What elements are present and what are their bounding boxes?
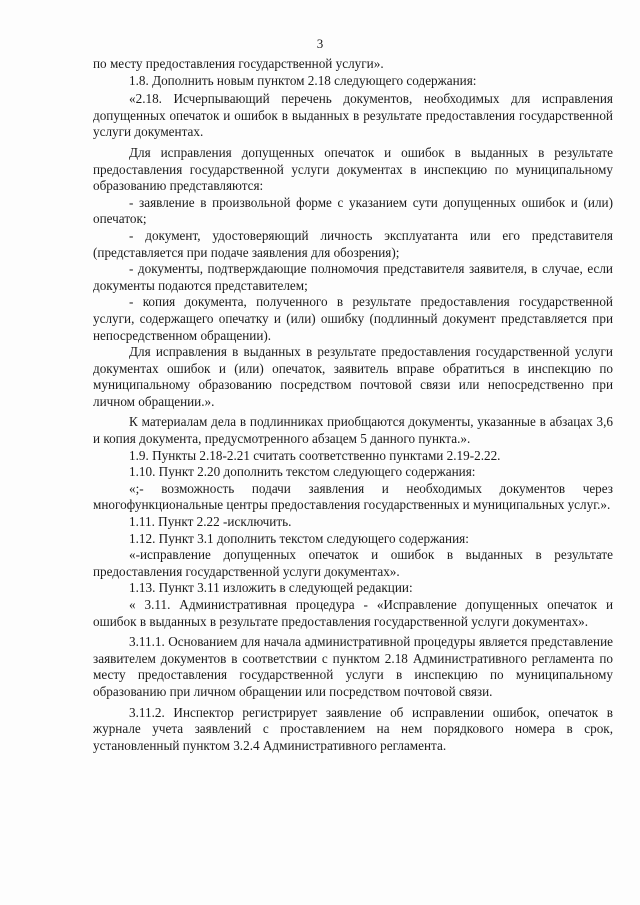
paragraph: « 3.11. Административная процедура - «Исправление допущенных опечаток и ошибок в выданных в результате предоставления государственной услуги документах».	[93, 597, 613, 629]
paragraph: 1.9. Пункты 2.18-2.21 считать соответственно пунктами 2.19-2.22.	[129, 447, 501, 463]
paragraph: по месту предоставления государственной услуги».	[93, 56, 384, 71]
paragraph: 1.13. Пункт 3.11 изложить в следующей редакции:	[129, 580, 413, 596]
paragraph: «-исправление допущенных опечаток и ошибок в выданных в результате предоставления государственной услуги документах».	[93, 547, 613, 579]
paragraph: К материалам дела в подлинниках приобщаются документы, указанные в абзацах 3,6 и копия документа, предусмотренного абзацем 5 данного пункта.».	[93, 414, 613, 447]
paragraph: «2.18. Исчерпывающий перечень документов, необходимых для исправления допущенных опечаток и ошибок в выданных в результате предоставления государственной услуги документах.	[93, 91, 613, 140]
paragraph: 1.8. Дополнить новым пунктом 2.18 следующего содержания:	[129, 72, 477, 88]
paragraph: - заявление в произвольной форме с указанием сути допущенных ошибок и (или) опечаток;	[93, 194, 613, 227]
paragraph: - документ, удостоверяющий личность эксплуатанта или его представителя (представляется при подаче заявления для обозрения);	[93, 227, 613, 260]
paragraph: - документы, подтверждающие полномочия представителя заявителя, в случае, если документы подаются представителем;	[93, 261, 613, 293]
paragraph: 1.11. Пункт 2.22 -исключить.	[129, 514, 292, 530]
paragraph: Для исправления в выданных в результате предоставления государственной услуги документах ошибок и (или) опечаток, заявитель вправе обратиться в инспекцию по муниципальному образованию посредством почтовой связи или непосредственно при личном обращении.».	[93, 344, 613, 409]
page-number: 3	[316, 36, 324, 51]
document-body	[93, 56, 613, 754]
paragraph: «;- возможность подачи заявления и необходимых документов через многофункциональные центры предоставления государственных и муниципальных услуг.».	[93, 480, 613, 513]
paragraph: 3.11.1. Основанием для начала административной процедуры является представление заявителем документов в соответствии с пунктом 2.18 Административного регламента по месту предоставления государственной услуги в инспекцию по муниципальному образованию при личном обращении или посредством почтовой связи.	[93, 634, 613, 699]
paragraph: Для исправления допущенных опечаток и ошибок в выданных в результате предоставления государственной услуги документах в инспекцию по муниципальному образованию представляются:	[93, 144, 613, 194]
paragraph: 3.11.2. Инспектор регистрирует заявление об исправлении ошибок, опечаток в журнале учета заявлений с проставлением на нем порядкового номера в срок, установленный пунктом 3.2.4 Административного регламента.	[93, 704, 613, 753]
paragraph: 1.12. Пункт 3.1 дополнить текстом следующего содержания:	[129, 530, 469, 546]
paragraph: 1.10. Пункт 2.20 дополнить текстом следующего содержания:	[129, 464, 476, 480]
paragraph: - копия документа, полученного в результате предоставления государственной услуги, содержащего опечатку и (или) ошибку (подлинный документ представляется при непосредственном обращении).	[93, 294, 613, 343]
